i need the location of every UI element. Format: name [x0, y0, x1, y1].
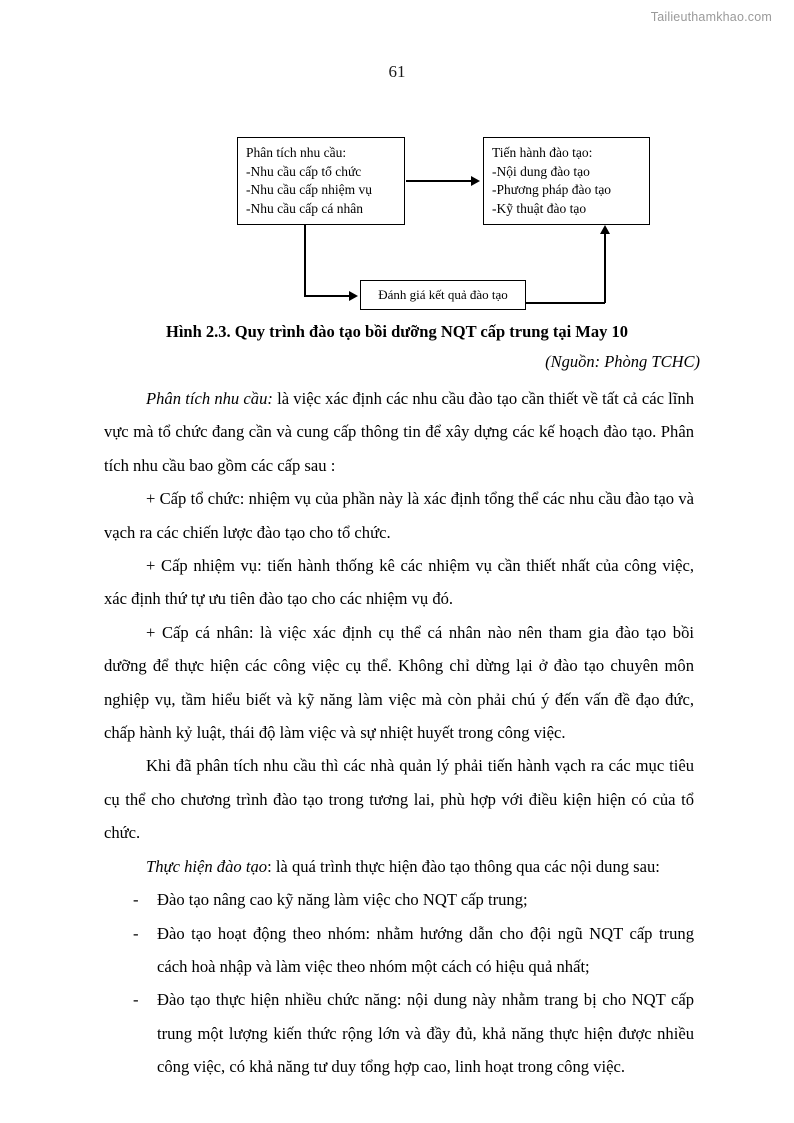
dash-bullet: -	[133, 990, 139, 1010]
diagram-box-evaluate	[360, 280, 526, 310]
paragraph-6-rest: : là quá trình thực hiện đào tạo thông qua các nội dung sau:	[267, 856, 660, 876]
diagram-box-analysis-item-1: -Nhu cầu cấp tổ chức	[246, 163, 362, 179]
paragraph-1-lead: Phân tích nhu cầu:	[146, 389, 273, 408]
list-item-text: Đào tạo hoạt động theo nhóm: nhằm hướng dẫn cho đội ngũ NQT cấp trung cách hoà nhập và làm việc theo nhóm một cách có hiệu quả nhất;	[157, 923, 694, 976]
arrowhead-to-evaluate	[349, 291, 358, 301]
dash-bullet: -	[133, 890, 139, 910]
connector-analysis-down	[304, 225, 306, 296]
training-content-list	[104, 883, 694, 1083]
paragraph-6	[104, 850, 694, 883]
list-item	[104, 883, 694, 916]
list-item	[104, 983, 694, 1083]
paragraph-5: Khi đã phân tích nhu cầu thì các nhà quản lý phải tiến hành vạch ra các mục tiêu cụ thể cho chương trình đào tạo trong tương lai, phù hợp với điều kiện hiện có của tổ chức.	[104, 756, 694, 843]
arrowhead-to-conduct-bottom	[600, 225, 610, 234]
paragraph-1	[104, 382, 694, 482]
diagram-box-conduct-item-2: -Phương pháp đào tạo	[492, 182, 612, 197]
diagram-box-conduct	[483, 137, 650, 225]
diagram-box-analysis-title: Phân tích nhu cầu:	[246, 145, 347, 160]
page-number: 61	[388, 62, 406, 81]
watermark-text: Tailieuthamkhao.com	[650, 10, 772, 24]
diagram-box-conduct-item-3: -Kỹ thuật đào tạo	[492, 200, 587, 216]
diagram-box-analysis-item-3: -Nhu cầu cấp cá nhân	[246, 200, 363, 216]
diagram-box-evaluate-title: Đánh giá kết quả đào tạo	[378, 286, 508, 302]
paragraph-2: + Cấp tổ chức: nhiệm vụ của phần này là xác định tổng thể các nhu cầu đào tạo và vạch ra các chiến lược đào tạo cho tổ chức.	[104, 489, 694, 542]
list-item-text: Đào tạo nâng cao kỹ năng làm việc cho NQT cấp trung;	[157, 890, 528, 910]
arrowhead-to-conduct	[471, 176, 480, 186]
diagram-box-conduct-item-1: -Nội dung đào tạo	[492, 163, 590, 179]
list-item-text: Đào tạo thực hiện nhiều chức năng: nội dung này nhằm trang bị cho NQT cấp trung một lượng kiến thức rộng lớn và đầy đủ, khả năng thực hiện được nhiều công việc, có khả năng tư duy tổng hợp cao, linh hoạt trong công việc.	[157, 990, 694, 1077]
connector-analysis-to-conduct	[406, 180, 472, 182]
connector-down-to-evaluate	[304, 295, 350, 297]
figure-source: (Nguồn: Phòng TCHC)	[545, 352, 700, 371]
diagram-box-conduct-title: Tiến hành đào tạo:	[492, 145, 593, 160]
paragraph-1-rest: là việc xác định các nhu cầu đào tạo cần thiết về tất cả các lĩnh vực mà tổ chức đang cần và cung cấp thông tin để xây dựng các kế hoạch đào tạo. Phân tích nhu cầu bao gồm các cấp sau :	[104, 389, 694, 475]
paragraph-3: + Cấp nhiệm vụ: tiến hành thống kê các nhiệm vụ cần thiết nhất của công việc, xác định thứ tự ưu tiên đào tạo cho các nhiệm vụ đó.	[104, 556, 694, 609]
figure-caption: Hình 2.3. Quy trình đào tạo bồi dưỡng NQT cấp trung tại May 10	[165, 322, 629, 341]
connector-up-to-conduct	[604, 233, 606, 303]
connector-evaluate-right	[526, 302, 605, 304]
paragraph-6-lead: Thực hiện đào tạo	[146, 856, 268, 876]
figure-diagram	[0, 0, 794, 320]
body-text	[104, 382, 694, 1084]
dash-bullet: -	[133, 923, 139, 943]
diagram-box-analysis-item-2: -Nhu cầu cấp nhiệm vụ	[246, 182, 372, 197]
list-item	[104, 917, 694, 984]
paragraph-4: + Cấp cá nhân: là việc xác định cụ thể cá nhân nào nên tham gia đào tạo bồi dưỡng để thực hiện các công việc cụ thể. Không chỉ dừng lại ở đào tạo chuyên môn nghiệp vụ, tầm hiểu biết và kỹ năng làm việc mà còn phải chú ý đến vấn đề đạo đức, chấp hành kỷ luật, thái độ làm việc và sự nhiệt huyết trong công việc.	[104, 622, 694, 743]
diagram-box-analysis	[237, 137, 405, 225]
